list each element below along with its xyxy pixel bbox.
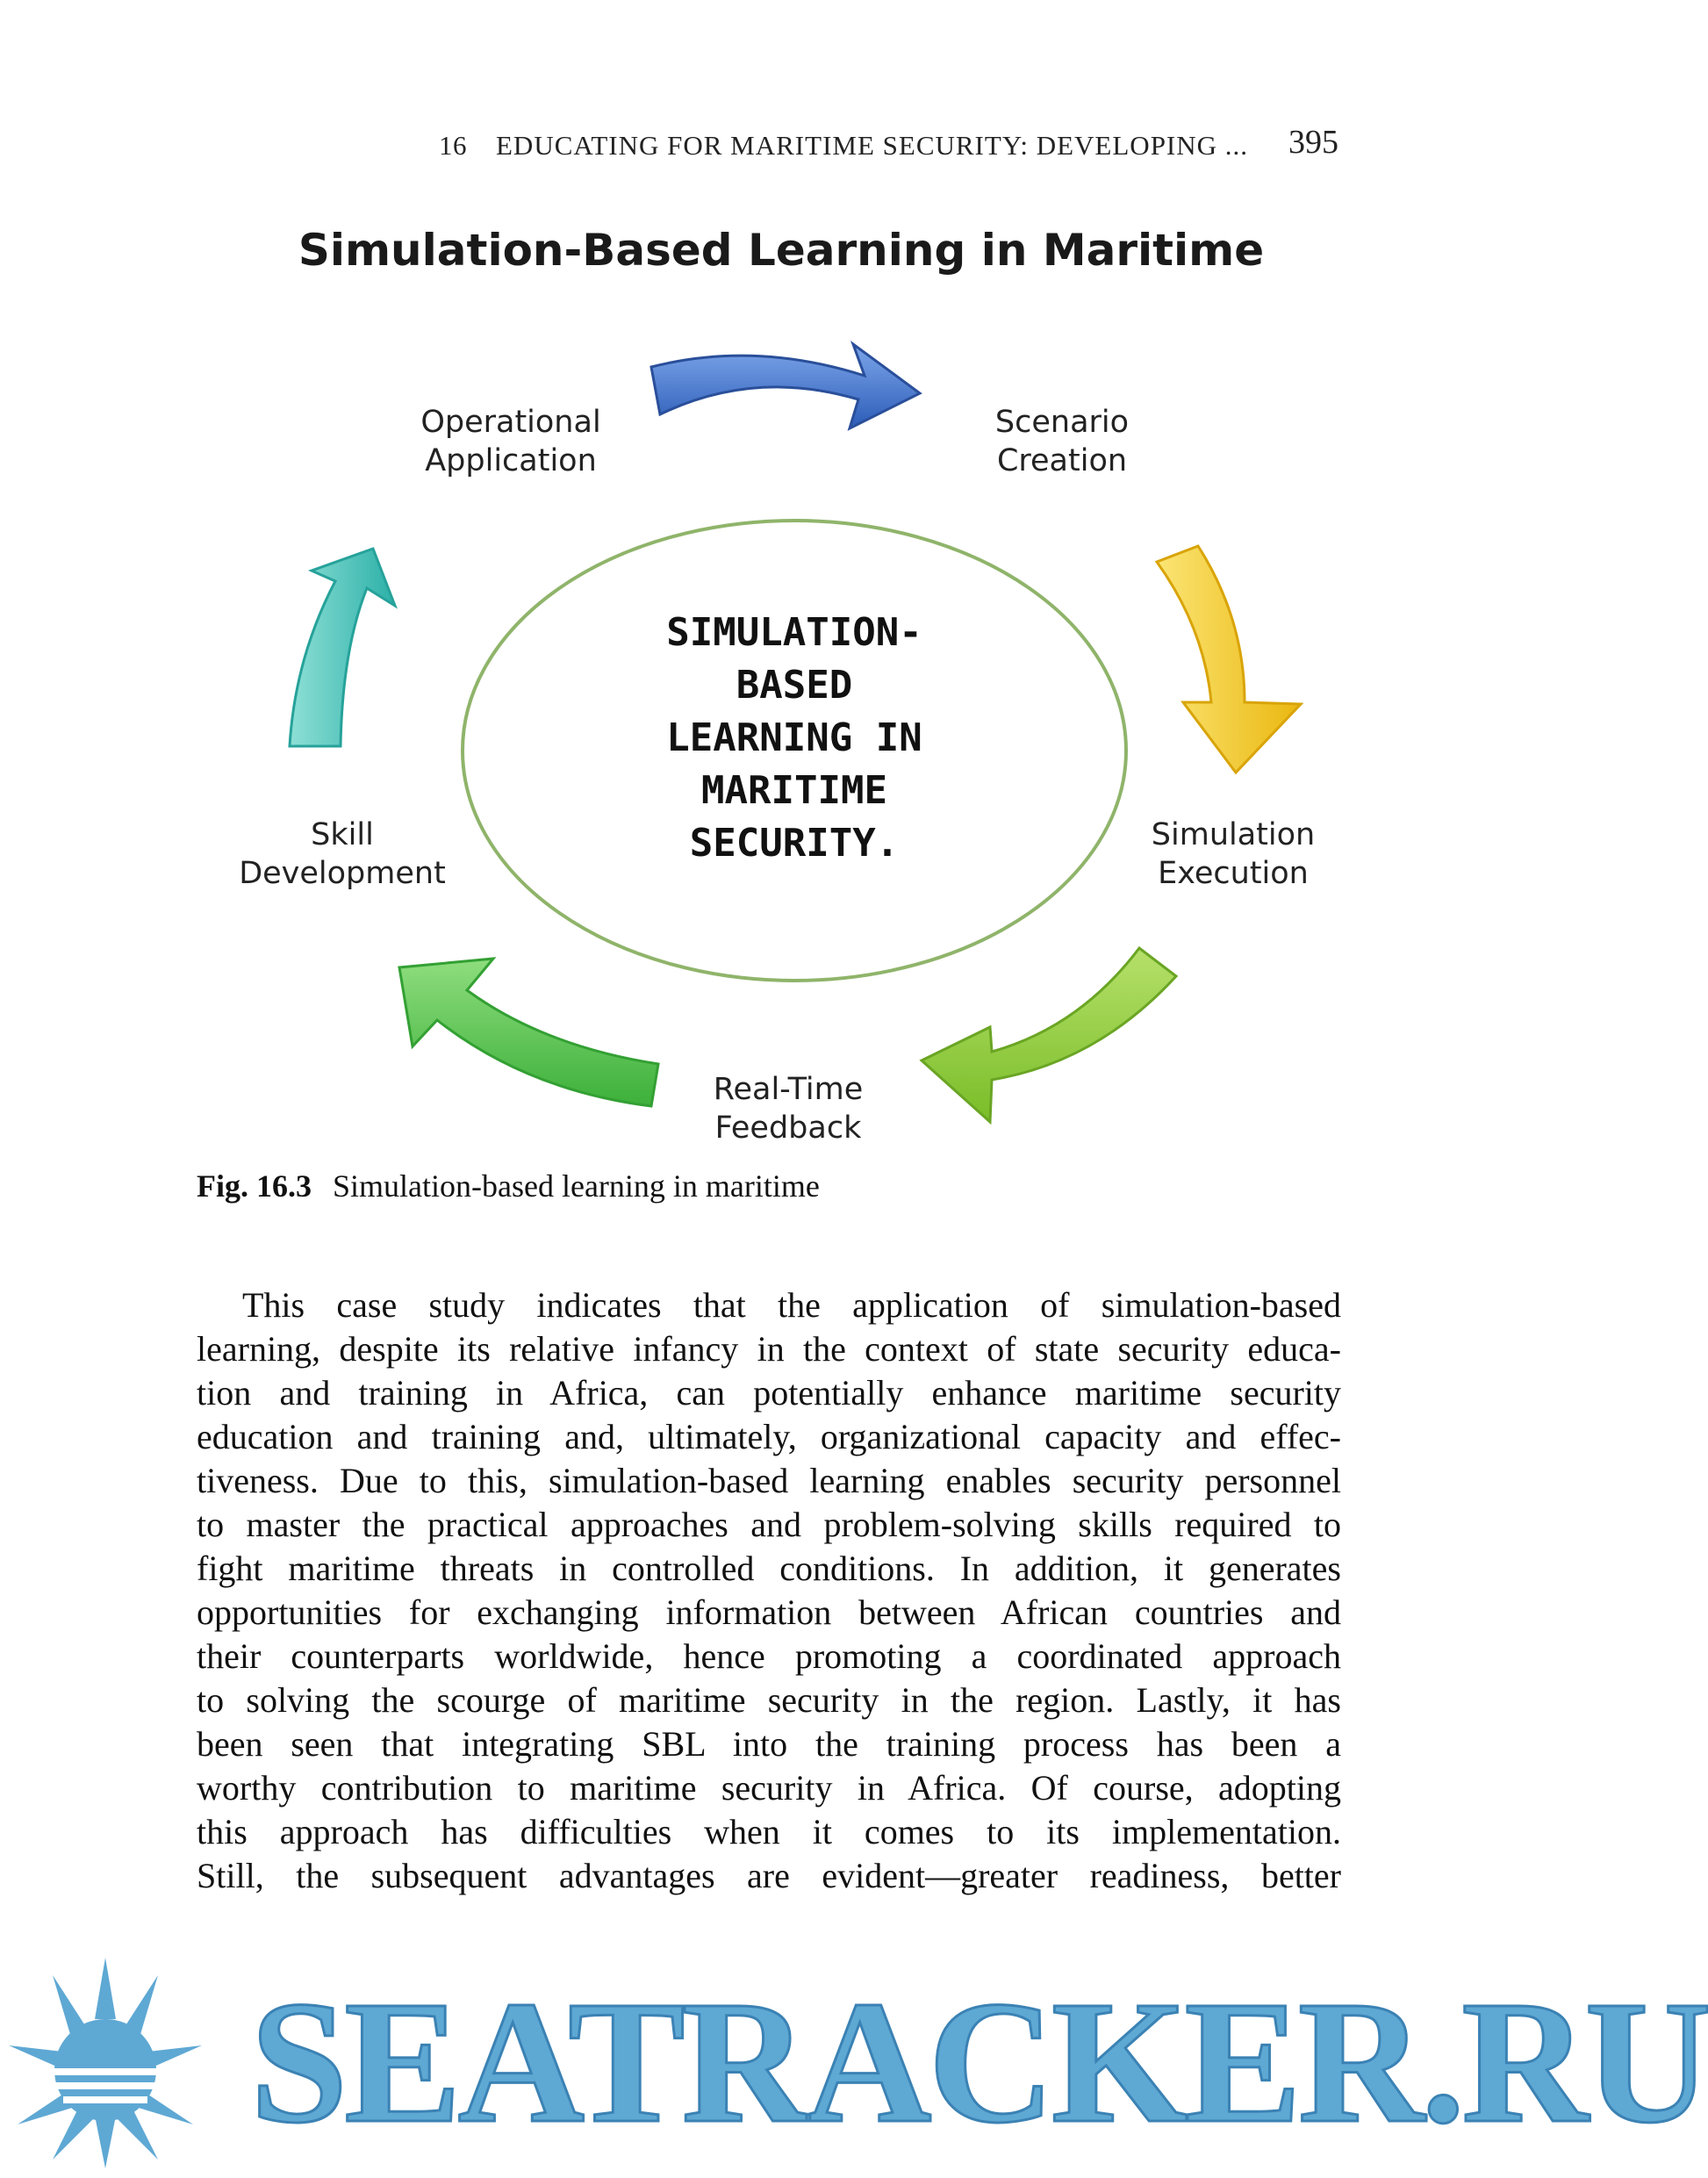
stage-label-simulation-1: Simulation xyxy=(1151,817,1316,852)
body-line: education and training and, ultimately, organizational capacity and effec- xyxy=(197,1417,1341,1456)
figure-number: Fig. 16.3 xyxy=(197,1168,312,1204)
center-text-line-4: MARITIME xyxy=(701,768,887,813)
body-line: to master the practical approaches and problem-solving skills required to xyxy=(197,1505,1341,1544)
figure-diagram xyxy=(0,0,1535,1159)
stage-label-scenario-2: Creation xyxy=(996,443,1128,478)
body-line: been seen that integrating SBL into the training process has been a xyxy=(197,1724,1341,1764)
stage-label-skill-1: Skill xyxy=(311,817,374,852)
body-line: this approach has difficulties when it comes to its implementation. xyxy=(197,1812,1341,1851)
body-line: tiveness. Due to this, simulation-based learning enables security personnel xyxy=(197,1461,1341,1500)
body-line: learning, despite its relative infancy in the context of state security educa- xyxy=(197,1329,1341,1369)
figure-caption xyxy=(197,1168,820,1204)
stage-label-operational-2: Application xyxy=(425,443,597,478)
body-line: their counterparts worldwide, hence promoting a coordinated approach xyxy=(197,1636,1341,1676)
running-head-title: EDUCATING FOR MARITIME SECURITY: DEVELOPING ... xyxy=(496,130,1249,161)
running-head-chapter: 16 xyxy=(439,130,467,161)
stage-label-feedback-2: Feedback xyxy=(714,1111,862,1146)
body-line: opportunities for exchanging information between African countries and xyxy=(197,1592,1341,1632)
body-line: worthy contribution to maritime security in Africa. Of course, adopting xyxy=(197,1768,1341,1808)
figure-caption-text: Simulation-based learning in maritime xyxy=(333,1168,820,1204)
center-text-line-1: SIMULATION- xyxy=(666,610,922,655)
stage-label-feedback-1: Real-Time xyxy=(713,1072,864,1107)
sun-logo-icon xyxy=(0,1949,255,2178)
stage-label-scenario-1: Scenario xyxy=(994,405,1130,440)
body-line: to solving the scourge of maritime security in the region. Lastly, it has xyxy=(197,1680,1341,1720)
center-text-line-2: BASED xyxy=(736,663,853,708)
page-number: 395 xyxy=(1288,124,1338,161)
arrow-yellow xyxy=(1157,546,1301,773)
watermark xyxy=(0,1949,1708,2178)
arrow-blue xyxy=(651,344,920,428)
center-text-line-3: LEARNING IN xyxy=(666,715,922,760)
body-line: Still, the subsequent advantages are evident—greater readiness, better xyxy=(197,1856,1341,1895)
stage-label-simulation-2: Execution xyxy=(1158,856,1309,891)
body-line: tion and training in Africa, can potentially enhance maritime security xyxy=(197,1373,1341,1412)
body-line: fight maritime threats in controlled conditions. In addition, it generates xyxy=(197,1549,1341,1588)
stage-label-operational-1: Operational xyxy=(420,405,601,440)
center-text-line-5: SECURITY. xyxy=(689,821,900,866)
arrow-green xyxy=(399,959,658,1106)
arrow-teal xyxy=(290,549,395,746)
arrow-light-green xyxy=(922,948,1176,1122)
body-line: This case study indicates that the application of simulation-based xyxy=(242,1285,1341,1325)
figure-title: Simulation-Based Learning in Maritime xyxy=(298,225,1265,276)
watermark-text: SEATRACKER.RU xyxy=(250,1966,1708,2160)
body-paragraph xyxy=(197,1283,1341,1898)
stage-label-skill-2: Development xyxy=(239,856,446,891)
